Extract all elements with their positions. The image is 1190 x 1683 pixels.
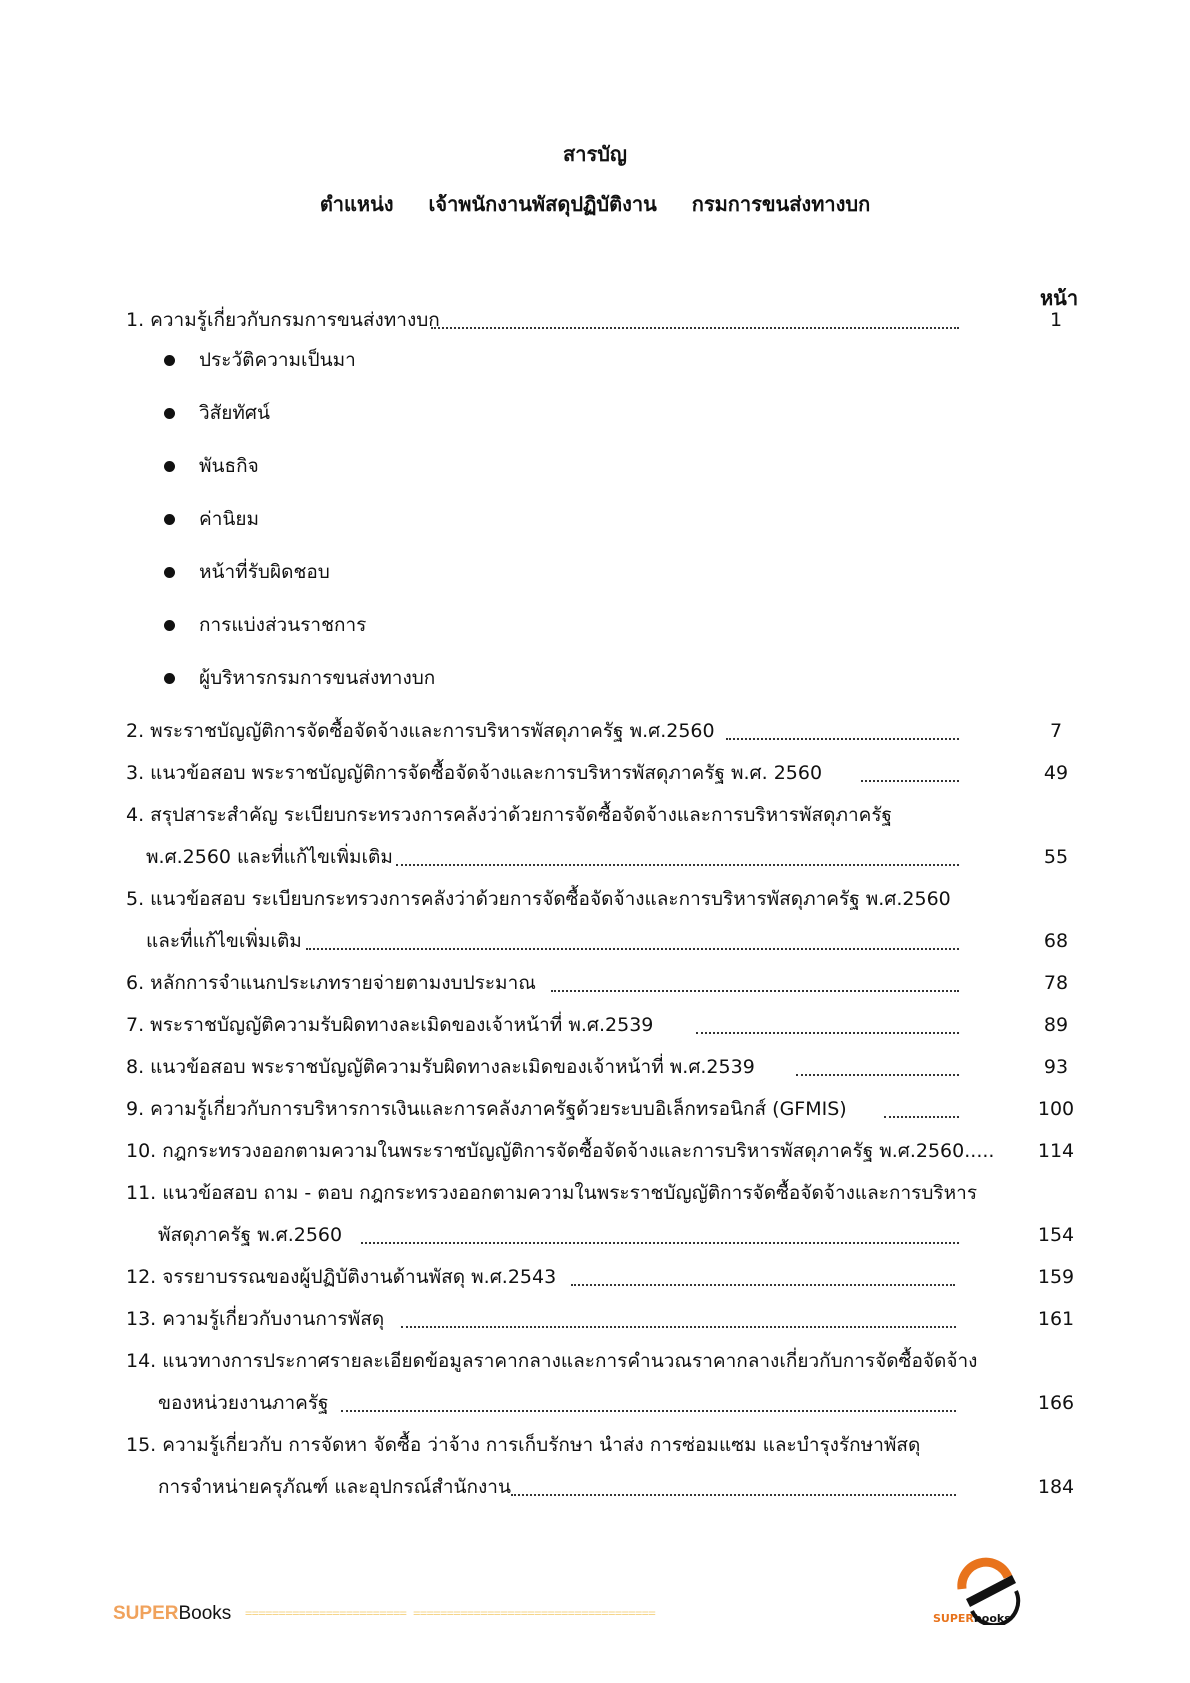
toc-entry-text: การจำหน่ายครุภัณฑ์ และอุปกรณ์สำนักงาน: [158, 1476, 511, 1498]
toc-entry-text: 15. ความรู้เกี่ยวกับ การจัดหา จัดซื้อ ว่าจ้าง การเก็บรักษา นำส่ง การซ่อมแซม และบำรุงรักษาพัสดุ: [126, 1434, 921, 1456]
toc-entry-text: 4. สรุปสาระสำคัญ ระเบียบกระทรวงการคลังว่าด้วยการจัดซื้อจัดจ้างและการบริหารพัสดุภาครัฐ: [126, 804, 893, 826]
toc-page-number: 68: [1043, 930, 1069, 952]
toc-entry-text: และที่แก้ไขเพิ่มเติม: [146, 930, 302, 952]
toc-page-number: 154: [1037, 1224, 1075, 1246]
toc-entry-text: 14. แนวทางการประกาศรายละเอียดข้อมูลราคากลางและการคำนวณราคากลางเกี่ยวกับการจัดซื้อจัดจ้าง: [126, 1350, 978, 1372]
footer-rule: ======================== ====================================: [245, 1606, 656, 1620]
toc-page-number: 93: [1043, 1056, 1069, 1078]
toc-page-number: 100: [1037, 1098, 1075, 1120]
dot-leader: [571, 1282, 955, 1286]
toc-page-number: 89: [1043, 1014, 1069, 1036]
toc-entry-text: พ.ศ.2560 และที่แก้ไขเพิ่มเติม: [146, 846, 393, 868]
toc-page-number: 159: [1037, 1266, 1075, 1288]
toc-entry-6[interactable]: [126, 968, 1086, 998]
bullet-icon: [164, 355, 175, 366]
dot-leader: [511, 1492, 956, 1496]
toc-entry-text: 12. จรรยาบรรณของผู้ปฏิบัติงานด้านพัสดุ พ.ศ.2543: [126, 1266, 557, 1288]
toc-entry-1[interactable]: [126, 305, 1086, 335]
toc-entry-14-cont[interactable]: [126, 1388, 1086, 1418]
toc-entry-4[interactable]: [126, 800, 1086, 830]
dot-leader: [796, 1072, 959, 1076]
toc-entry-text: พัสดุภาครัฐ พ.ศ.2560: [158, 1224, 343, 1246]
logo-wordmark: SUPERbooks: [933, 1612, 1011, 1625]
toc-entry-text: 11. แนวข้อสอบ ถาม - ตอบ กฎกระทรวงออกตามความในพระราชบัญญัติการจัดซื้อจัดจ้างและการบริหาร: [126, 1182, 978, 1204]
bullet-icon: [164, 673, 175, 684]
toc-entry-5-cont[interactable]: [126, 926, 1086, 956]
page-title: สารบัญ: [563, 142, 627, 166]
dot-leader: [884, 1114, 959, 1118]
page-column-header: หน้า: [1040, 286, 1079, 310]
toc-page-number: 161: [1037, 1308, 1075, 1330]
toc-entry-13[interactable]: [126, 1304, 1086, 1334]
toc-page-number: 55: [1043, 846, 1069, 868]
toc-entry-text: ของหน่วยงานภาครัฐ: [158, 1392, 329, 1414]
dot-leader: [551, 988, 959, 992]
bullet-icon: [164, 408, 175, 419]
dot-leader: [306, 946, 959, 950]
toc-entry-text: 10. กฎกระทรวงออกตามความในพระราชบัญญัติการจัดซื้อจัดจ้างและการบริหารพัสดุภาครัฐ พ.ศ.2560.....: [126, 1140, 995, 1162]
toc-entry-15-cont[interactable]: [126, 1472, 1086, 1502]
toc-entry-text: 1. ความรู้เกี่ยวกับกรมการขนส่งทางบก: [126, 309, 440, 331]
toc-entry-text: 3. แนวข้อสอบ พระราชบัญญัติการจัดซื้อจัดจ้างและการบริหารพัสดุภาครัฐ พ.ศ. 2560: [126, 762, 823, 784]
toc-entry-text: 2. พระราชบัญญัติการจัดซื้อจัดจ้างและการบริหารพัสดุภาครัฐ พ.ศ.2560: [126, 720, 715, 742]
toc-page-number: 1: [1049, 309, 1063, 331]
toc-entry-4-cont[interactable]: [126, 842, 1086, 872]
bullet-icon: [164, 620, 175, 631]
toc-entry-text: 13. ความรู้เกี่ยวกับงานการพัสดุ: [126, 1308, 385, 1330]
toc-entry-12[interactable]: [126, 1262, 1086, 1292]
toc-page-number: 166: [1037, 1392, 1075, 1414]
toc-page-number: 114: [1037, 1140, 1075, 1162]
toc-entry-11[interactable]: [126, 1178, 1086, 1208]
toc-page-number: 7: [1049, 720, 1063, 742]
toc-entry-15[interactable]: [126, 1430, 1086, 1460]
toc-entry-5[interactable]: [126, 884, 1086, 914]
toc-entry-14[interactable]: [126, 1346, 1086, 1376]
toc-entry-text: 8. แนวข้อสอบ พระราชบัญญัติความรับผิดทางละเมิดของเจ้าหน้าที่ พ.ศ.2539: [126, 1056, 755, 1078]
dot-leader: [861, 778, 959, 782]
page-subtitle: [0, 188, 1190, 220]
toc-entry-9[interactable]: [126, 1094, 1086, 1124]
toc-entry-7[interactable]: [126, 1010, 1086, 1040]
dot-leader: [361, 1240, 959, 1244]
footer-brand: SUPERBooks: [113, 1603, 232, 1624]
dot-leader: [431, 325, 959, 329]
toc-entry-11-cont[interactable]: [126, 1220, 1086, 1250]
subtitle-position-name: เจ้าพนักงานพัสดุปฏิบัติงาน: [428, 192, 657, 216]
dot-leader: [696, 1030, 959, 1034]
dot-leader: [341, 1408, 956, 1412]
toc-entry-3[interactable]: [126, 758, 1086, 788]
toc-entry-8[interactable]: [126, 1052, 1086, 1082]
subtitle-position-label: ตำแหน่ง: [319, 192, 394, 216]
toc-entry-2[interactable]: [126, 716, 1086, 746]
toc-page-number: 49: [1043, 762, 1069, 784]
bullet-icon: [164, 461, 175, 472]
toc-entry-text: 7. พระราชบัญญัติความรับผิดทางละเมิดของเจ้าหน้าที่ พ.ศ.2539: [126, 1014, 654, 1036]
toc-page-number: 184: [1037, 1476, 1075, 1498]
toc-entry-text: 5. แนวข้อสอบ ระเบียบกระทรวงการคลังว่าด้วยการจัดซื้อจัดจ้างและการบริหารพัสดุภาครัฐ พ.ศ.2560: [126, 888, 951, 910]
dot-leader: [726, 736, 959, 740]
dot-leader: [396, 862, 959, 866]
dot-leader: [401, 1324, 956, 1328]
toc-entry-text: 6. หลักการจำแนกประเภทรายจ่ายตามงบประมาณ: [126, 972, 536, 994]
toc-entry-10[interactable]: [126, 1136, 1086, 1166]
subtitle-department: กรมการขนส่งทางบก: [691, 192, 871, 216]
bullet-icon: [164, 567, 175, 578]
bullet-icon: [164, 514, 175, 525]
toc-page-number: 78: [1043, 972, 1069, 994]
toc-entry-text: 9. ความรู้เกี่ยวกับการบริหารการเงินและการคลังภาครัฐด้วยระบบอิเล็กทรอนิกส์ (GFMIS): [126, 1098, 847, 1120]
